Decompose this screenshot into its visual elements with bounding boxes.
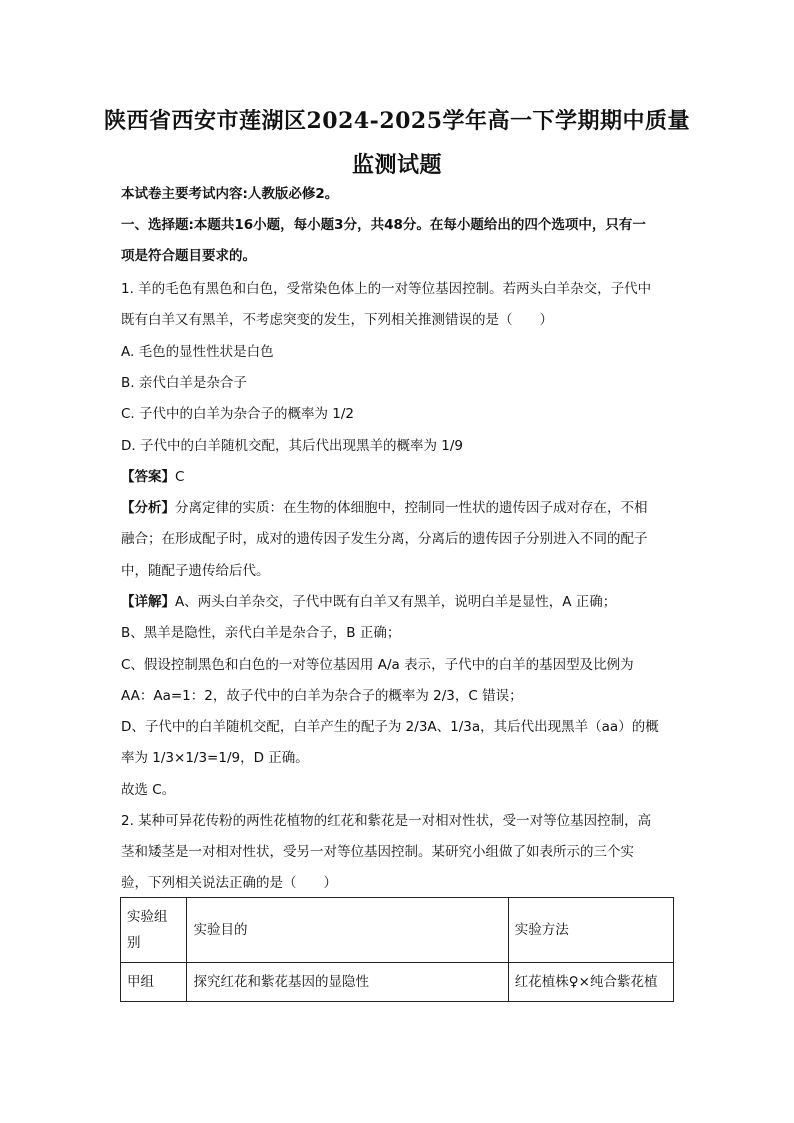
q1-analysis-line-3: 中，随配子遗传给后代。 <box>121 563 270 579</box>
q1-conclusion: 故选 C。 <box>121 782 176 798</box>
table-header-row <box>121 898 674 963</box>
table-cell: 探究红花和紫花基因的显隐性 <box>187 963 508 1002</box>
table-cell: 红花植株♀×纯合紫花植 <box>508 963 673 1002</box>
detail-text-1: A、两头白羊杂交，子代中既有白羊又有黑羊，说明白羊是显性，A 正确； <box>175 594 617 610</box>
q1-option-a: A. 毛色的显性性状是白色 <box>121 344 274 360</box>
q1-detail-line-5: D、子代中的白羊随机交配，白羊产生的配子为 2/3A、1/3a，其后代出现黑羊（aa）的概 <box>121 719 659 735</box>
q1-detail-line-1 <box>121 593 681 611</box>
q1-detail-line-4: AA：Aa=1：2，故子代中的白羊为杂合子的概率为 2/3，C 错误； <box>121 688 523 704</box>
table-header-cell: 实验目的 <box>187 898 508 963</box>
table-row <box>121 963 674 1002</box>
table-cell: 甲组 <box>121 963 187 1002</box>
q1-detail-line-2: B、黑羊是隐性，亲代白羊是杂合子，B 正确； <box>121 625 401 641</box>
q1-analysis-line-2: 融合；在形成配子时，成对的遗传因子发生分离，分离后的遗传因子分别进入不同的配子 <box>121 531 648 547</box>
q2-stem-line-2: 茎和矮茎是一对相对性状，受另一对等位基因控制。某研究小组做了如表所示的三个实 <box>121 844 634 860</box>
q1-option-b: B. 亲代白羊是杂合子 <box>121 375 247 391</box>
answer-label: 【答案】 <box>121 469 175 485</box>
q1-stem-line-1: 1. 羊的毛色有黑色和白色，受常染色体上的一对等位基因控制。若两头白羊杂交，子代中 <box>121 281 652 297</box>
section-heading-line-2: 项是符合题目要求的。 <box>121 248 256 264</box>
q1-detail-line-3: C、假设控制黑色和白色的一对等位基因用 A/a 表示，子代中的白羊的基因型及比例为 <box>121 657 634 673</box>
table-header-cell: 实验组别 <box>121 898 187 963</box>
q1-option-d: D. 子代中的白羊随机交配，其后代出现黑羊的概率为 1/9 <box>121 438 463 454</box>
table-header-cell: 实验方法 <box>508 898 673 963</box>
q1-detail-line-6: 率为 1/3×1/3=1/9，D 正确。 <box>121 750 309 766</box>
analysis-text-1: 分离定律的实质：在生物的体细胞中，控制同一性状的遗传因子成对存在，不相 <box>175 500 648 516</box>
analysis-label: 【分析】 <box>121 500 175 516</box>
q1-stem-line-2: 既有白羊又有黑羊，不考虑突变的发生，下列相关推测错误的是（ ） <box>121 312 553 328</box>
experiment-table <box>120 897 674 1002</box>
q1-answer <box>121 468 681 486</box>
q1-analysis-line-1 <box>121 499 681 517</box>
q2-stem-line-1: 2. 某种可异花传粉的两性花植物的红花和紫花是一对相对性状，受一对等位基因控制，高 <box>121 813 652 829</box>
exam-intro: 本试卷主要考试内容:人教版必修2。 <box>121 186 339 202</box>
q2-stem-line-3: 验，下列相关说法正确的是（ ） <box>121 875 337 891</box>
section-heading-line-1: 一、选择题:本题共16小题，每小题3分，共48分。在每小题给出的四个选项中，只有一 <box>121 217 646 233</box>
detail-label: 【详解】 <box>121 594 175 610</box>
page-title-line-2: 监测试题 <box>351 152 442 178</box>
answer-value: C <box>175 469 185 485</box>
q1-option-c: C. 子代中的白羊为杂合子的概率为 1/2 <box>121 406 355 422</box>
page-title-line-1: 陕西省西安市莲湖区2024-2025学年高一下学期期中质量 <box>103 108 691 134</box>
